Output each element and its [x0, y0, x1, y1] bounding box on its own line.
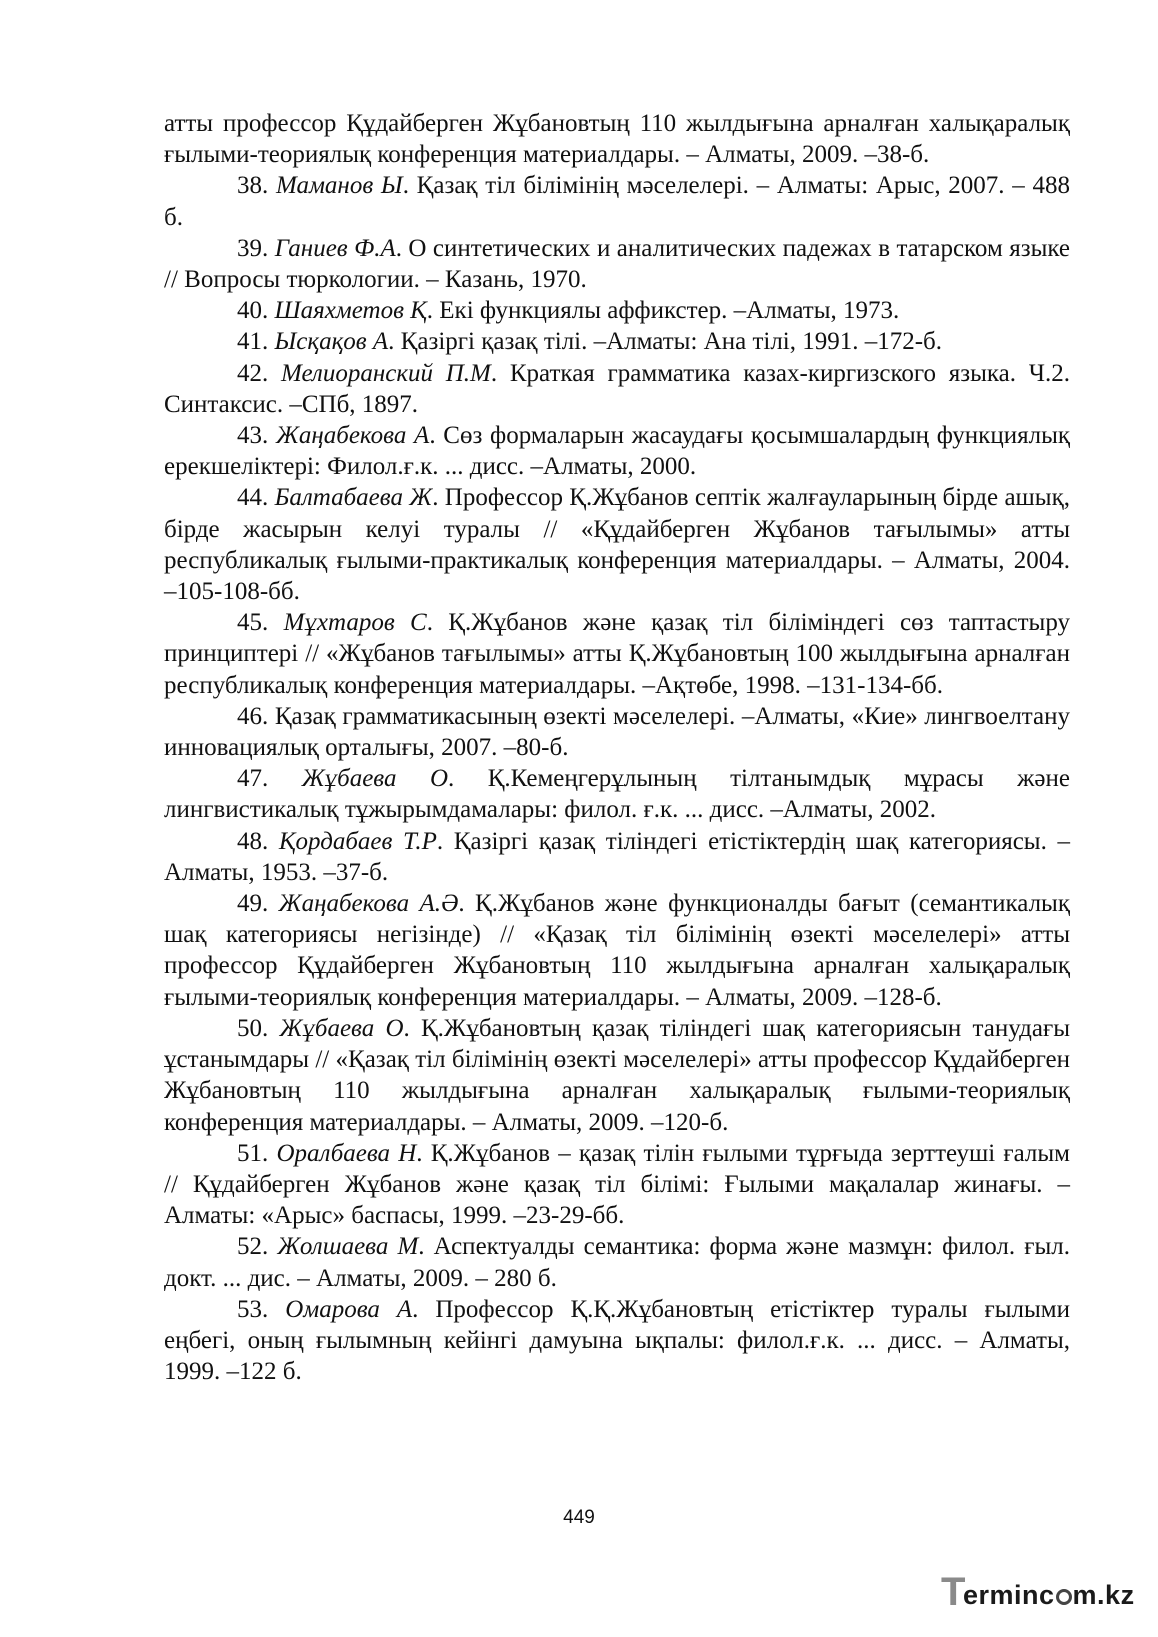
- entry-text: . Қазіргі қазақ тіліндегі етістіктердің шақ категориясы. – Алматы, 1953. –37-б.: [164, 827, 1071, 886]
- entry-text: . Қазіргі қазақ тілі. –Алматы: Ана тілі, 1991. –172-б.: [388, 328, 943, 356]
- entry-author: Маманов Ы: [275, 172, 403, 200]
- logo-part2: m.kz: [1072, 1580, 1135, 1610]
- entry-author: Жаңабекова А.Ә: [278, 890, 459, 918]
- entry-text: . Профессор Қ.Қ.Жұбановтың етістіктер туралы ғылыми еңбегі, оның ғылымның кейінгі дамуына ықпалы: филол.ғ.к. ... дисс. – Алматы, 1999. –122 б.: [164, 1295, 1070, 1386]
- entry-text: . Краткая грамматика казах-киргизского языка. Ч.2. Синтаксис. –СПб, 1897.: [164, 359, 1070, 418]
- entry-number: 43.: [237, 422, 269, 450]
- entry-author: Жұбаева О: [279, 1014, 404, 1042]
- bibliography-entry: [164, 233, 1070, 295]
- bibliography-list: [164, 170, 1070, 1387]
- entry-text: . Қ.Кемеңгерұлының тілтанымдық мұрасы және лингвистикалық тұжырымдамалары: филол. ғ.к. ... дисс. –Алматы, 2002.: [164, 765, 1070, 824]
- entry-text: . Аспектуалды семантика: форма және мазмұн: филол. ғыл. докт. ... дис. – Алматы, 2009. – 280 б.: [164, 1233, 1070, 1292]
- bibliography-entry: [164, 170, 1070, 232]
- termincom-logo: [941, 1570, 1141, 1614]
- entry-number: 48.: [237, 827, 269, 855]
- bibliography-entry: [164, 1231, 1070, 1293]
- bibliography-entry: [164, 1013, 1070, 1138]
- entry-number: 38.: [237, 172, 269, 200]
- entry-text: . Профессор Қ.Жұбанов септік жалғауларының бірде ашық, бірде жасырын келуі туралы // «Құдайберген Жұбанов тағылымы» атты республикалық ғылыми-практикалық конференция материалдары. – Алматы, 2004. –105-108-бб.: [164, 484, 1070, 606]
- bibliography-entry: [164, 326, 1070, 357]
- entry-number: 52.: [237, 1233, 269, 1261]
- bibliography-entry: [164, 763, 1070, 825]
- entry-number: 47.: [237, 765, 269, 793]
- bibliography-entry: [164, 295, 1070, 326]
- logo-letter: T: [941, 1570, 966, 1614]
- entry-number: 45.: [237, 609, 269, 637]
- bibliography-entry: [164, 607, 1070, 701]
- entry-text: . Қ.Жұбановтың қазақ тіліндегі шақ категориясын танудағы ұстанымдары // «Қазақ тіл білімінің өзекті мәселелері» атты профессор Құдайберген Жұбановтың 110 жылдығына арналған халықаралық ғылыми-теориялық конференция материалдары. – Алматы, 2009. –120-б.: [164, 1014, 1071, 1136]
- entry-author: Ганиев Ф.А: [274, 234, 396, 262]
- entry-number: 51.: [237, 1139, 269, 1167]
- bibliography-entry: [164, 482, 1070, 607]
- entry-text: . Қ.Жұбанов және функционалды бағыт (семантикалық шақ категориясы негізінде) // «Қазақ тіл білімінің өзекті мәселелері» атты профессор Құдайберген Жұбановтың 110 жылдығына арналған халықаралық ғылыми-теориялық конференция материалдары. – Алматы, 2009. –128-б.: [164, 890, 1070, 1011]
- entry-number: 46.: [237, 702, 269, 730]
- entry-text: . Қ.Жұбанов және қазақ тіл біліміндегі сөз таптастыру принциптері // «Жұбанов тағылымы» атты Қ.Жұбановтың 100 жылдығына арналған республикалық конференция материалдары. –Ақтөбе, 1998. –131-134-бб.: [164, 609, 1071, 699]
- entry-number: 49.: [237, 890, 269, 918]
- bibliography-entry: [164, 888, 1070, 1013]
- bibliography-text: [164, 108, 1070, 1387]
- entry-text: . Қ.Жұбанов – қазақ тілін ғылыми тұрғыда зерттеуші ғалым // Құдайберген Жұбанов және қазақ тіл білімі: Ғылыми мақалалар жинағы. –Алматы: «Арыс» баспасы, 1999. –23-29-бб.: [164, 1139, 1071, 1230]
- entry-author: Омарова А: [285, 1295, 413, 1323]
- entry-author: Шаяхметов Қ: [274, 297, 427, 325]
- entry-author: Жұбаева О: [301, 765, 448, 793]
- entry-author: Жолшаева М: [277, 1233, 419, 1261]
- entry-number: 53.: [237, 1295, 269, 1323]
- entry-number: 42.: [237, 359, 269, 387]
- entry-number: 44.: [237, 484, 269, 512]
- bibliography-entry: [164, 420, 1070, 482]
- continuation-paragraph: атты профессор Құдайберген Жұбановтың 110 жылдығына арналған халықаралық ғылыми-теориялық конференция материалдары. – Алматы, 2009. –38-б.: [164, 110, 1070, 169]
- entry-text: . Сөз формаларын жасаудағы қосымшалардың функциялық ерекшеліктері: Филол.ғ.к. ... дисс. –Алматы, 2000.: [164, 422, 1071, 481]
- entry-number: 50.: [237, 1014, 269, 1042]
- entry-author: Мұхтаров С: [283, 609, 427, 637]
- entry-text: . Екі функциялы аффикстер. –Алматы, 1973.: [426, 297, 900, 325]
- entry-author: Мелиоранский П.М: [280, 359, 491, 387]
- entry-author: Ысқақов А: [274, 328, 389, 356]
- logo-wordmark: [963, 1580, 1135, 1610]
- entry-text: . О синтетических и аналитических падежах в татарском языке // Вопросы тюркологии. – Казань, 1970.: [164, 234, 1071, 294]
- entry-author: Қордабаев Т.Р: [278, 827, 437, 855]
- entry-text: Қазақ грамматикасының өзекті мәселелері. –Алматы, «Кие» лингвоелтану инновациялық орталығы, 2007. –80-б.: [164, 702, 1071, 762]
- entry-author: Жаңабекова А: [275, 422, 430, 450]
- page-number: 449: [563, 1507, 595, 1528]
- bibliography-entry: [164, 1294, 1070, 1388]
- entry-number: 39.: [237, 234, 269, 262]
- bibliography-entry: [164, 701, 1070, 763]
- entry-text: . Қазақ тіл білімінің мәселелері. – Алматы: Арыс, 2007. – 488 б.: [164, 172, 1071, 231]
- bibliography-entry: [164, 826, 1070, 888]
- bibliography-entry: [164, 358, 1070, 420]
- entry-number: 41.: [237, 328, 269, 356]
- logo-part1: erminc: [963, 1580, 1055, 1610]
- entry-author: Балтабаева Ж: [274, 484, 433, 512]
- entry-author: Оралбаева Н: [276, 1139, 417, 1167]
- logo-ring-icon: [1056, 1589, 1072, 1605]
- entry-number: 40.: [237, 297, 269, 325]
- bibliography-entry: [164, 1138, 1070, 1232]
